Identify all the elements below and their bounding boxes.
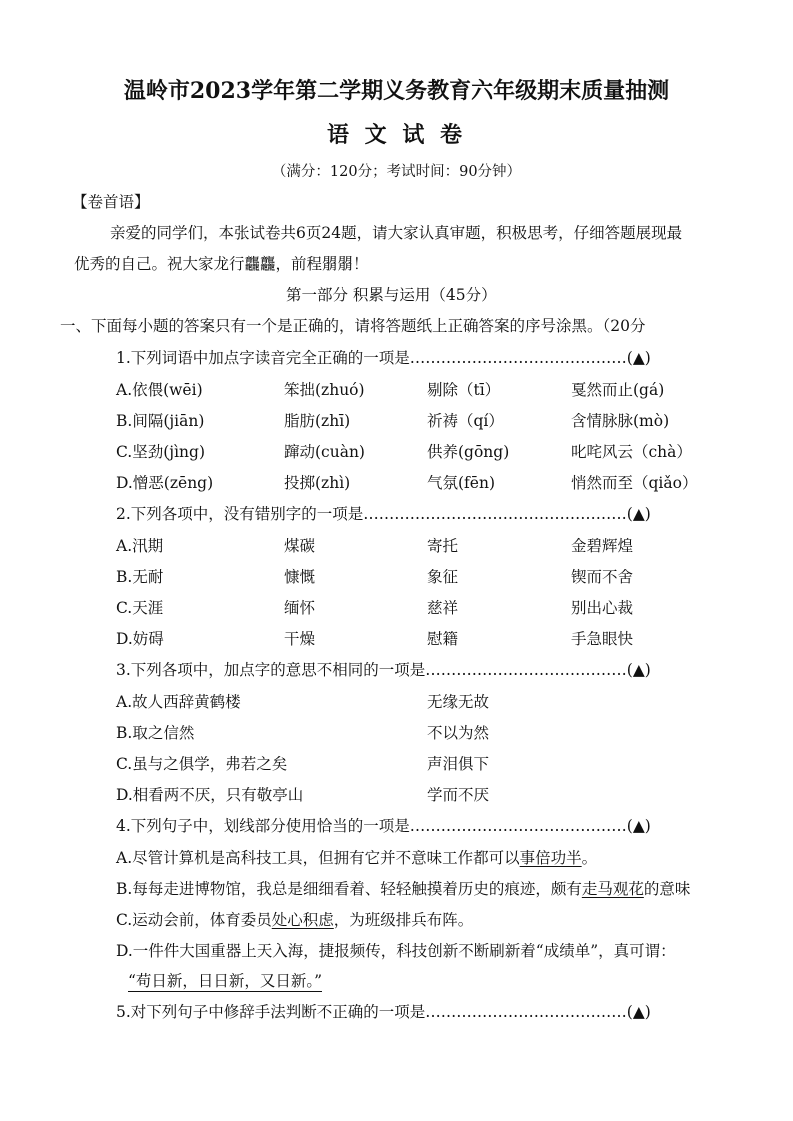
option-text: A.尽管计算机是高科技工具，但拥有它并不意味工作都可以 [116,849,520,867]
option-cell: 叱咤风云（chà） [571,443,692,461]
option-cell: 戛然而止(gá) [571,381,665,399]
option-cell: 别出心裁 [571,599,634,617]
option-cell: 干燥 [284,630,316,648]
option-d-line-1: D.一件件大国重器上天入海，捷报频传，科技创新不断刷新着“成绩单”，真可谓： [116,942,676,960]
option-a [116,846,597,868]
option-cell: 锲而不舍 [571,568,634,586]
underlined-phrase: 处心积虑 [271,911,334,929]
option-cell: 煤碳 [284,537,316,555]
option-cell: 慈祥 [427,599,459,617]
option-cell: 寄托 [427,537,459,555]
option-cell: D.相看两不厌，只有敬亭山 [116,786,304,804]
question-stem: 2.下列各项中，没有错别字的一项是……………………………………………(▲) [116,505,651,523]
option-cell: 脂肪(zhī) [284,412,351,430]
option-cell: 无缘无故 [427,693,490,711]
option-c [116,908,473,930]
option-b [116,877,690,899]
question-stem: 4.下列句子中，划线部分使用恰当的一项是……………………………………(▲) [116,817,651,835]
option-cell: 气氛(fēn) [427,474,495,492]
option-cell: 悄然而至（qiǎo） [571,474,698,492]
preface-line-1: 亲爱的同学们，本张试卷共6页24题，请大家认真审题，积极思考，仔细答题展现最 [110,224,683,242]
option-text: 。 [581,849,598,867]
question-stem: 3.下列各项中，加点字的意思不相同的一项是…………………………………(▲) [116,661,651,679]
option-cell: A.依偎(wēi) [116,381,203,399]
option-cell: B.取之信然 [116,724,195,742]
subject-title: 语 文 试 卷 [327,122,466,148]
option-text: 的意味 [643,880,691,898]
preface-label: 【卷首语】 [72,193,150,211]
question-stem: 1.下列词语中加点字读音完全正确的一项是……………………………………(▲) [116,349,651,367]
option-cell: A.汛期 [116,537,164,555]
option-cell: 蹿动(cuàn) [284,443,365,461]
part-title: 第一部分 积累与运用（45分） [286,286,497,304]
option-cell: 缅怀 [284,599,316,617]
option-cell: A.故人西辞黄鹤楼 [116,693,241,711]
question-stem: 5.对下列句子中修辞手法判断不正确的一项是…………………………………(▲) [116,1003,651,1021]
option-cell: 象征 [427,568,459,586]
option-cell: C.坚劲(jìng) [116,443,205,461]
section-title: 一、下面每小题的答案只有一个是正确的，请将答题纸上正确答案的序号涂黑。（20分 [60,317,646,335]
underlined-phrase: 事倍功半 [519,849,582,867]
option-cell: 慰籍 [427,630,459,648]
option-cell: B.间隔(jiān) [116,412,205,430]
underlined-phrase: “苟日新，日日新，又日新。” [128,972,323,990]
option-cell: 供养(gōng) [427,443,510,461]
option-cell: 含情脉脉(mò) [571,412,670,430]
option-cell: 学而不厌 [427,786,490,804]
option-cell: 声泪俱下 [427,755,490,773]
option-cell: C.天涯 [116,599,164,617]
option-cell: 手急眼快 [571,630,634,648]
exam-meta: （满分：120分；考试时间：90分钟） [271,164,522,180]
option-cell: 剔除（tī） [427,381,501,399]
option-cell: 不以为然 [427,724,490,742]
option-cell: 金碧辉煌 [571,537,634,555]
option-cell: B.无耐 [116,568,164,586]
option-text: C.运动会前，体育委员 [116,911,272,929]
option-cell: C.虽与之俱学，弗若之矣 [116,755,288,773]
option-cell: 慷慨 [284,568,316,586]
option-text: ，为班级排兵布阵。 [333,911,474,929]
preface-line-2: 优秀的自己。祝大家龙行龘龘，前程朤朤！ [74,255,369,273]
option-cell: 祈祷（qí） [427,412,504,430]
option-cell: D.憎恶(zēng) [116,474,214,492]
option-cell: 笨拙(zhuó) [284,381,365,399]
option-d-line-2 [128,969,322,991]
underlined-phrase: 走马观花 [581,880,644,898]
option-cell: 投掷(zhì) [284,474,351,492]
option-text: B.每每走进博物馆，我总是细细看着、轻轻触摸着历史的痕迹，颇有 [116,880,582,898]
option-cell: D.妨碍 [116,630,164,648]
exam-title: 温岭市2023学年第二学期义务教育六年级期末质量抽测 [123,78,670,104]
